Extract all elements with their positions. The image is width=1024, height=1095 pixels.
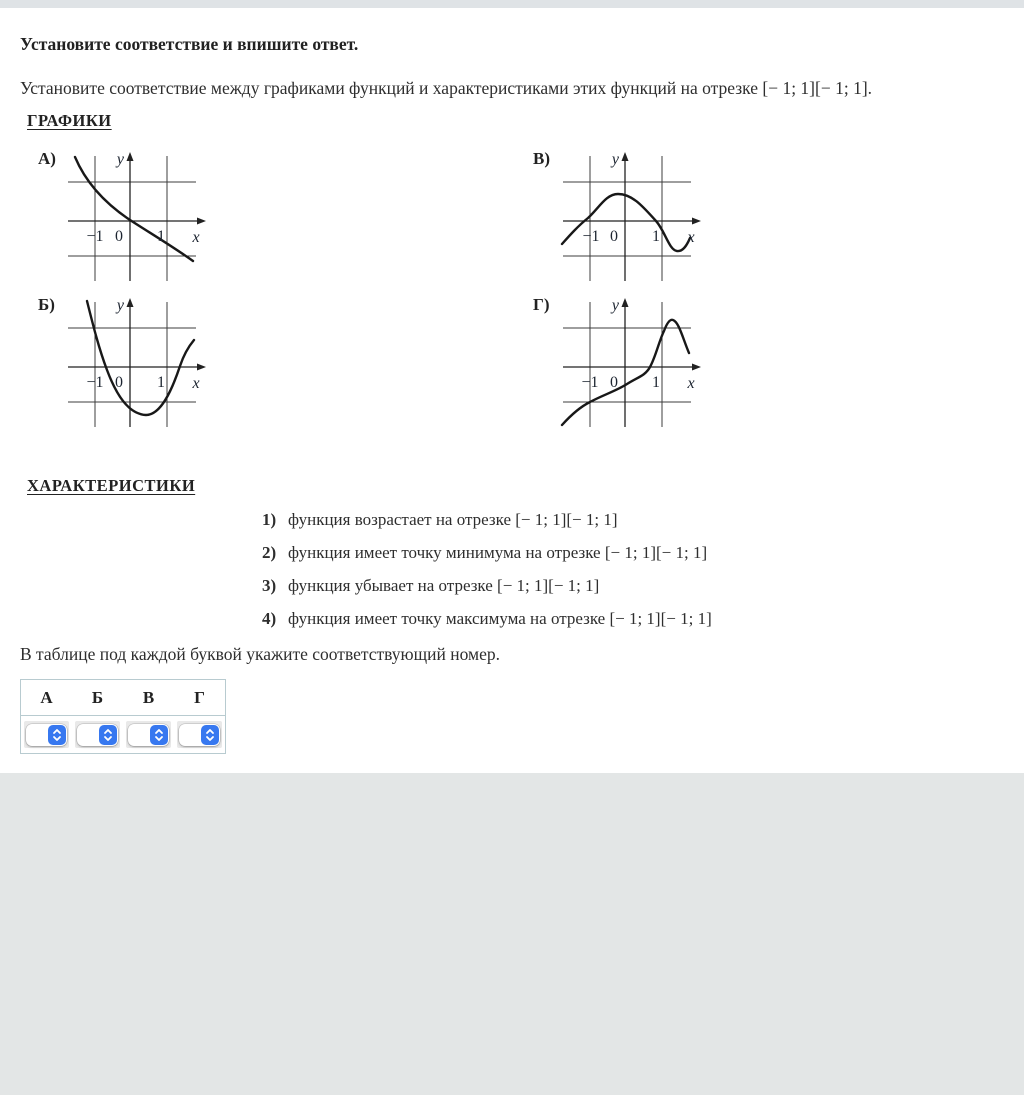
y-axis-arrow-icon: [622, 152, 629, 161]
axes: [68, 298, 206, 427]
svg-text:0: 0: [610, 228, 618, 245]
item-text: функция имеет точку минимума на отрезке [− 1; 1][− 1; 1]: [288, 543, 708, 562]
function-curve: [87, 301, 194, 415]
svg-text:y: y: [116, 297, 124, 314]
graph-plot-b: [62, 293, 207, 433]
svg-text:y: y: [611, 151, 619, 168]
axes: [563, 152, 701, 281]
list-item: [262, 577, 712, 594]
table-instruction: В таблице под каждой буквой укажите соответствующий номер.: [20, 644, 500, 664]
stepper-up-down-icon: [154, 728, 164, 742]
answer-value-g: [185, 724, 199, 746]
graph-label-g: Г): [533, 295, 550, 314]
answer-table-body: [21, 716, 225, 753]
svg-text:0: 0: [610, 374, 618, 391]
grid-lines: [563, 156, 691, 281]
x-axis-arrow-icon: [197, 218, 206, 225]
stepper-button[interactable]: [150, 725, 168, 745]
column-header-v: В: [142, 687, 155, 707]
graph-label-a: А): [38, 149, 56, 168]
column-header-b: Б: [91, 687, 104, 707]
y-axis-arrow-icon: [127, 152, 134, 161]
axis-tick-labels: [86, 297, 199, 392]
svg-text:0: 0: [115, 228, 123, 245]
answer-table-header: [21, 680, 225, 716]
column-header-g: Г: [194, 687, 205, 707]
stepper-button[interactable]: [48, 725, 66, 745]
list-item: [262, 610, 712, 627]
item-text: функция имеет точку максимума на отрезке [− 1; 1][− 1; 1]: [288, 609, 712, 628]
svg-text:1: 1: [652, 374, 660, 391]
y-axis-arrow-icon: [127, 298, 134, 307]
item-number: 4): [262, 609, 277, 628]
stepper-up-down-icon: [205, 728, 215, 742]
answer-value-b: [83, 724, 97, 746]
item-text: функция возрастает на отрезке [− 1; 1][− 1; 1]: [288, 510, 618, 529]
x-axis-arrow-icon: [692, 364, 701, 371]
answer-select-v-field[interactable]: [128, 724, 169, 746]
svg-text:1: 1: [157, 228, 165, 245]
axis-tick-labels: [582, 151, 694, 246]
question-intro: Установите соответствие между графиками функций и характеристиками этих функций на отрезке [− 1; 1][− 1; 1].: [20, 78, 873, 98]
answer-select-v[interactable]: [126, 721, 171, 748]
svg-text:0: 0: [115, 374, 123, 391]
stepper-button[interactable]: [201, 725, 219, 745]
function-curve: [75, 157, 193, 261]
svg-text:−1: −1: [582, 228, 600, 245]
axes: [563, 298, 701, 427]
x-axis-arrow-icon: [692, 218, 701, 225]
svg-text:x: x: [687, 375, 695, 392]
page-title: Установите соответствие и впишите ответ.: [20, 34, 359, 54]
axes: [68, 152, 206, 281]
answer-select-a-field[interactable]: [26, 724, 67, 746]
graph-plot-v: [557, 147, 702, 287]
graph-plot-g: [557, 293, 702, 433]
svg-text:y: y: [611, 297, 619, 314]
answer-select-a[interactable]: [24, 721, 69, 748]
answer-table: [20, 679, 226, 754]
item-number: 3): [262, 576, 277, 595]
answer-select-g-field[interactable]: [179, 724, 220, 746]
question-card: [0, 8, 1024, 773]
answer-select-g[interactable]: [177, 721, 222, 748]
list-item: [262, 511, 712, 528]
function-curve: [562, 194, 690, 251]
top-frame-strip: [0, 0, 1024, 8]
svg-text:−1: −1: [86, 374, 104, 391]
answer-select-b-field[interactable]: [77, 724, 118, 746]
item-text: функция убывает на отрезке [− 1; 1][− 1; 1]: [288, 576, 600, 595]
x-axis-arrow-icon: [197, 364, 206, 371]
answer-value-v: [134, 724, 148, 746]
svg-text:x: x: [192, 375, 200, 392]
y-axis-arrow-icon: [622, 298, 629, 307]
svg-text:x: x: [687, 229, 695, 246]
item-number: 1): [262, 510, 277, 529]
stepper-button[interactable]: [99, 725, 117, 745]
answer-select-b[interactable]: [75, 721, 120, 748]
svg-text:1: 1: [157, 374, 165, 391]
svg-text:y: y: [116, 151, 124, 168]
answer-value-a: [32, 724, 46, 746]
column-header-a: А: [40, 687, 53, 707]
graph-label-b: Б): [38, 295, 55, 314]
svg-text:−1: −1: [86, 228, 104, 245]
graph-label-v: В): [533, 149, 550, 168]
svg-text:x: x: [192, 229, 200, 246]
grid-lines: [68, 156, 196, 281]
list-item: [262, 544, 712, 561]
graphs-heading: ГРАФИКИ: [27, 111, 112, 130]
graph-plot-a: [62, 147, 207, 287]
svg-text:1: 1: [652, 228, 660, 245]
svg-text:−1: −1: [581, 374, 599, 391]
stepper-up-down-icon: [52, 728, 62, 742]
stepper-up-down-icon: [103, 728, 113, 742]
item-number: 2): [262, 543, 277, 562]
characteristics-list: [262, 511, 712, 643]
characteristics-heading: ХАРАКТЕРИСТИКИ: [27, 476, 196, 495]
